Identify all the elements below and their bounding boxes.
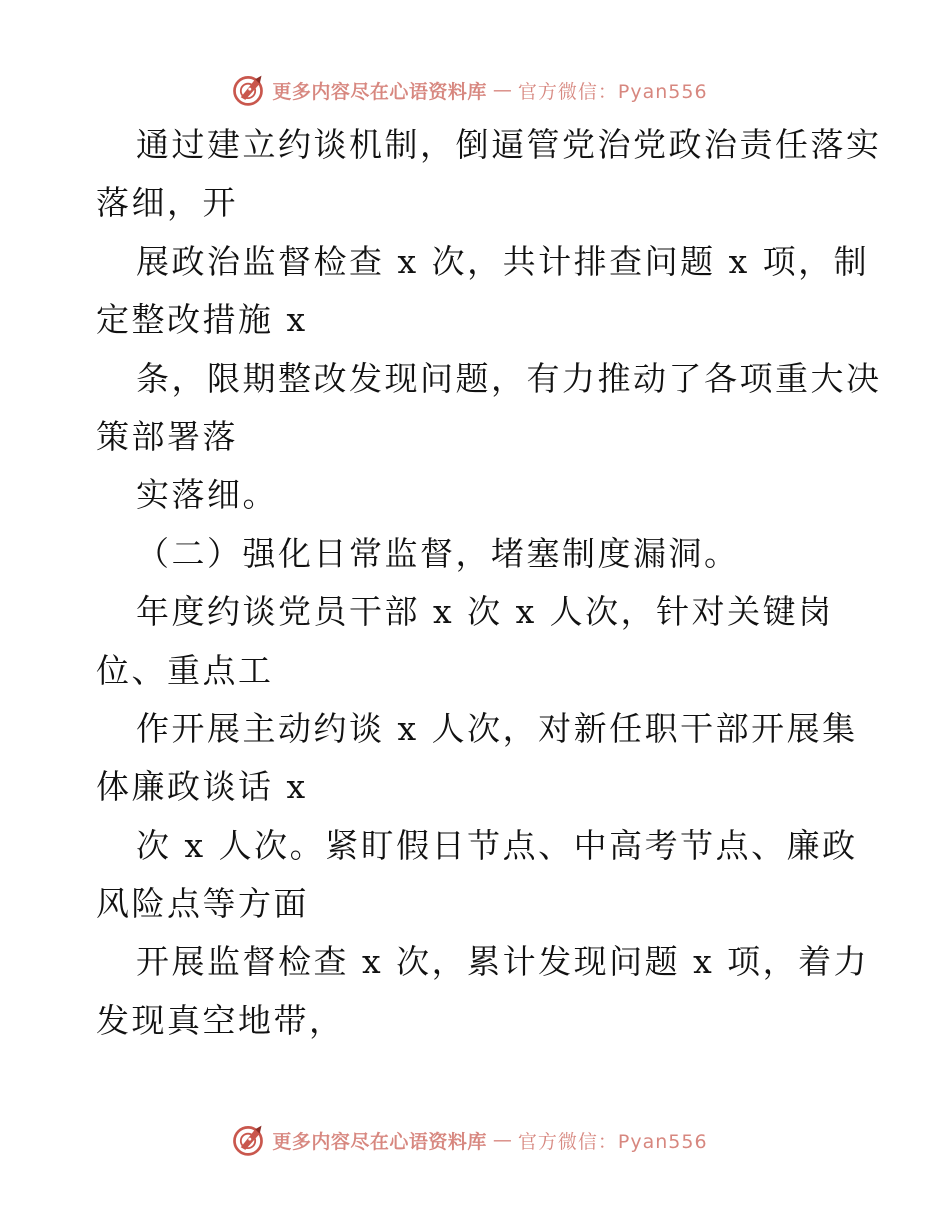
text-line: 策部署落 — [96, 416, 238, 456]
text-line: 风险点等方面 — [96, 884, 309, 924]
header-watermark-wechat: 官方微信：Pyan556 — [517, 80, 708, 103]
footer-watermark-banner — [0, 1120, 950, 1160]
text-line: 体廉政谈话 x — [96, 767, 308, 807]
text-line: 实落细。 — [136, 475, 278, 515]
header-watermark-content — [230, 72, 707, 108]
header-watermark-dash: — — [492, 79, 512, 101]
text-line: 开展监督检查 x 次，累计发现问题 x 项，着力 — [136, 942, 870, 982]
text-line: 条，限期整改发现问题，有力推动了各项重大决 — [136, 358, 882, 398]
footer-watermark-content — [230, 1122, 707, 1158]
text-line: （二）强化日常监督，堵塞制度漏洞。 — [136, 533, 740, 573]
pen-nib-logo-icon — [230, 1122, 266, 1158]
text-line: 定整改措施 x — [96, 300, 308, 340]
text-line: 作开展主动约谈 x 人次，对新任职干部开展集 — [136, 708, 858, 748]
footer-watermark-title: 更多内容尽在心语资料库 — [272, 1130, 487, 1153]
text-line: 次 x 人次。紧盯假日节点、中高考节点、廉政 — [136, 825, 858, 865]
text-line: 展政治监督检查 x 次，共计排查问题 x 项，制 — [136, 241, 870, 281]
header-watermark-banner — [0, 70, 950, 110]
text-line: 通过建立约谈机制，倒逼管党治党政治责任落实 — [136, 125, 882, 164]
text-line: 位、重点工 — [96, 650, 274, 690]
document-body — [96, 116, 882, 1050]
header-watermark-title: 更多内容尽在心语资料库 — [272, 80, 487, 103]
footer-watermark-dash: — — [492, 1129, 512, 1151]
text-line: 发现真空地带， — [96, 1000, 345, 1040]
footer-watermark-wechat: 官方微信：Pyan556 — [517, 1130, 708, 1153]
pen-nib-logo-icon — [230, 72, 266, 108]
text-line: 落细，开 — [96, 183, 238, 223]
text-line: 年度约谈党员干部 x 次 x 人次，针对关键岗 — [136, 592, 834, 632]
